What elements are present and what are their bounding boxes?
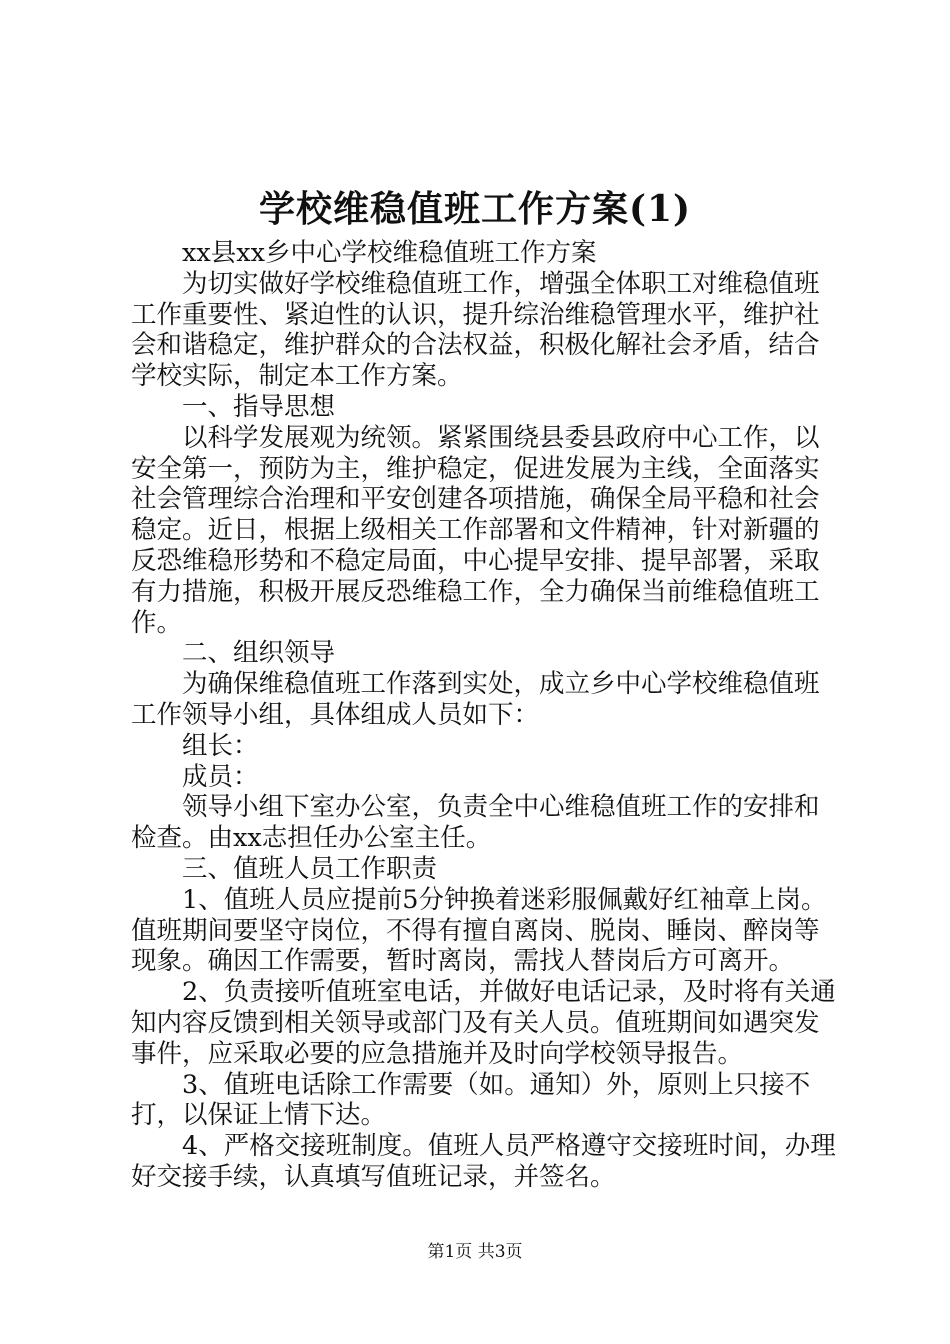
paragraph-duty-4: 4、严格交接班制度。值班人员严格遵守交接班时间，办理好交接手续，认真填写值班记录，并签名。 xyxy=(131,1131,836,1192)
paragraph-guiding-thought: 以科学发展观为统领。紧紧围绕县委县政府中心工作，以安全第一，预防为主，维护稳定，促进发展为主线，全面落实社会管理综合治理和平安创建各项措施，确保全局平稳和社会稳定。近日，根据上级相关工作部署和文件精神，针对新疆的反恐维稳形势和不稳定局面，中心提早安排、提早部署，采取有力措施，积极开展反恐维稳工作，全力确保当前维稳值班工作。 xyxy=(131,422,820,638)
paragraph-group-leader: 组长： xyxy=(182,730,259,761)
paragraph-duty-3: 3、值班电话除工作需要（如。通知）外，原则上只接不打，以保证上情下达。 xyxy=(131,1069,811,1131)
paragraph-intro: 为切实做好学校维稳值班工作，增强全体职工对维稳值班工作重要性、紧迫性的认识，提升综治维稳管理水平，维护社会和谐稳定，维护群众的合法权益，积极化解社会矛盾，结合学校实际，制定本工作方案。 xyxy=(131,268,820,392)
section-heading-duties: 三、值班人员工作职责 xyxy=(182,853,438,884)
paragraph-members: 成员： xyxy=(182,761,259,792)
paragraph-organization: 为确保维稳值班工作落到实处，成立乡中心学校维稳值班工作领导小组，具体组成人员如下： xyxy=(131,669,820,730)
section-heading-organization: 二、组织领导 xyxy=(182,638,336,669)
document-body xyxy=(131,238,843,1193)
document-title: 学校维稳值班工作方案(1) xyxy=(258,188,692,230)
paragraph-office: 领导小组下室办公室，负责全中心维稳值班工作的安排和检查。由xx志担任办公室主任。 xyxy=(131,792,820,854)
paragraph-heading-line: xx县xx乡中心学校维稳值班工作方案 xyxy=(182,238,597,268)
page-number-footer: 第1页 共3页 xyxy=(427,1242,523,1262)
section-heading-guiding-thought: 一、指导思想 xyxy=(182,391,336,422)
paragraph-duty-2: 2、负责接听值班室电话，并做好电话记录，及时将有关通知内容反馈到相关领导或部门及有关人员。值班期间如遇突发事件，应采取必要的应急措施并及时向学校领导报告。 xyxy=(131,977,836,1069)
paragraph-duty-1: 1、值班人员应提前5分钟换着迷彩服佩戴好红袖章上岗。值班期间要坚守岗位，不得有擅自离岗、脱岗、睡岗、醉岗等现象。确因工作需要，暂时离岗，需找人替岗后方可离开。 xyxy=(131,884,827,977)
